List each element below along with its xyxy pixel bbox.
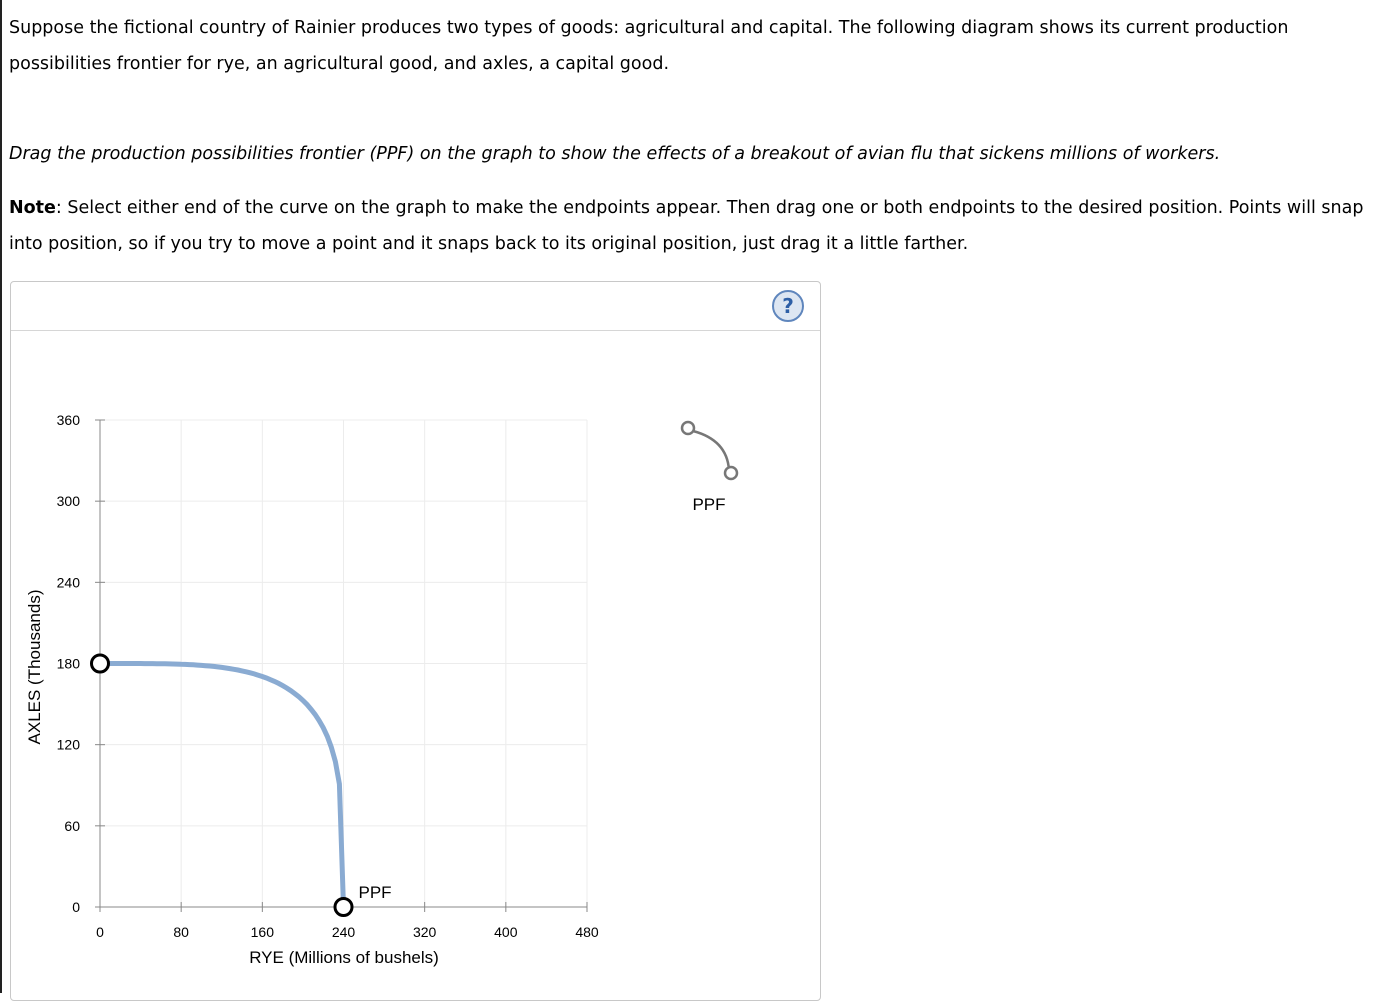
question-intro: Suppose the fictional country of Rainier produces two types of goods: agricultural and capital. The following diagram shows its current production possibilities frontier for rye, an agricultural good, and axles, a capital good. (9, 18, 1289, 74)
ppf-tool-endpoint-top (682, 422, 694, 434)
x-tick-label-480: 480 (575, 924, 599, 940)
ppf-tool-endpoint-bottom (725, 467, 737, 479)
question-circle-icon: ? (782, 294, 794, 318)
x-tick-label-160: 160 (250, 924, 275, 940)
x-tick-label-80: 80 (173, 924, 189, 940)
ppf-tool-label: PPF (692, 495, 726, 514)
x-tick-label-400: 400 (494, 924, 518, 940)
x-tick-label-320: 320 (412, 924, 437, 940)
y-tick-label-120: 120 (56, 736, 80, 753)
note-text: : Select either end of the curve on the graph to make the endpoints appear. Then drag one or both endpoints to the desired position. Points will snap into position, so if you try to move a point and it snaps back to its original position, just drag it a little farther. (9, 198, 1364, 254)
y-tick-label-240: 240 (56, 574, 80, 591)
question-instruction: Drag the production possibilities frontier (PPF) on the graph to show the effects of a breakout of avian flu that sickens millions of workers. (9, 144, 1221, 164)
ppf-curve-label: PPF (358, 883, 392, 902)
ppf-curve-tool-icon (693, 431, 729, 470)
y-tick-label-0: 0 (72, 899, 80, 915)
x-tick-label-240: 240 (331, 924, 356, 940)
ppf-curve[interactable] (100, 664, 344, 908)
ppf-series (92, 655, 392, 916)
y-tick-label-360: 360 (56, 412, 80, 428)
y-tick-label-60: 60 (64, 817, 80, 834)
y-tick-label-180: 180 (56, 655, 80, 672)
note-label: Note (9, 198, 56, 218)
ppf-tool[interactable] (682, 422, 737, 514)
x-tick-label-0: 0 (96, 924, 104, 940)
y-tick-label-300: 300 (56, 493, 80, 510)
ppf-endpoint-rye[interactable] (335, 899, 352, 916)
tick-labels (57, 412, 599, 940)
ppf-endpoint-axles[interactable] (92, 655, 109, 672)
x-axis-title: RYE (Millions of bushels) (249, 948, 439, 967)
y-axis-title: AXLES (Thousands) (25, 589, 44, 745)
